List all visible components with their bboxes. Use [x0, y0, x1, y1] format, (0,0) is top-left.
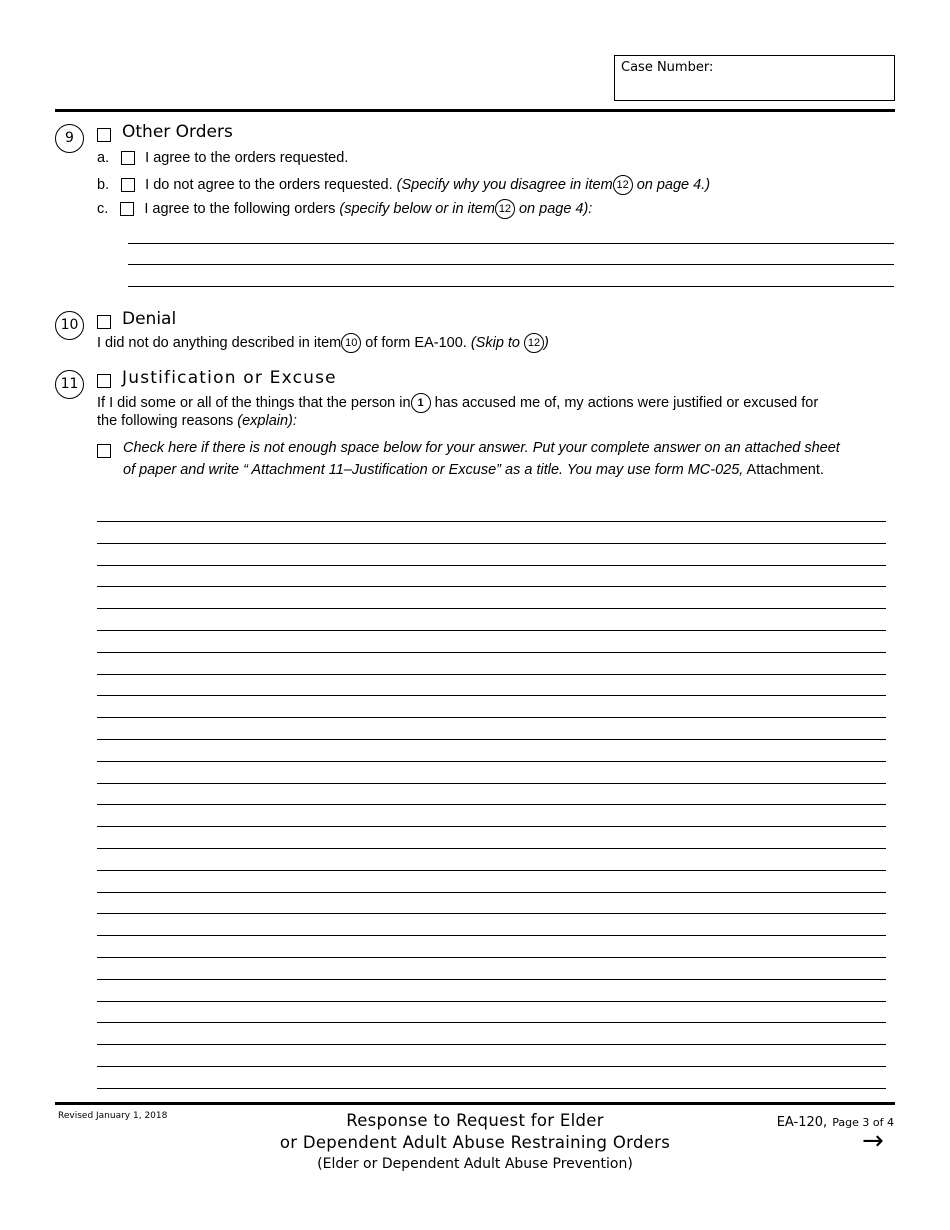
answer-line[interactable] — [97, 979, 886, 980]
item-9a-letter: a. — [97, 150, 110, 166]
item-9b-row — [97, 175, 710, 195]
item-10-text: I did not do anything described in item — [97, 334, 342, 351]
item-9c-checkbox[interactable] — [120, 202, 134, 216]
answer-line[interactable] — [97, 695, 886, 696]
item-10-ref: 10 — [341, 333, 361, 353]
footer-divider — [55, 1102, 895, 1105]
answer-line[interactable] — [97, 1066, 886, 1067]
item-9b-ref: 12 — [613, 175, 633, 195]
item-10-italic: (Skip to — [470, 334, 521, 351]
item-9c-answer-line[interactable] — [128, 243, 894, 244]
item-11-number: 11 — [55, 370, 84, 399]
item-10-text2: of form EA-100. — [365, 334, 467, 351]
next-page-arrow-icon: → — [862, 1126, 884, 1156]
item-10-ref2: 12 — [524, 333, 544, 353]
answer-line[interactable] — [97, 761, 886, 762]
item-10-number: 10 — [55, 311, 84, 340]
item-11-text-row2 — [97, 413, 297, 429]
item-10-title: Denial — [122, 309, 177, 329]
answer-line[interactable] — [97, 892, 886, 893]
item-9a-text: I agree to the orders requested. — [145, 150, 349, 166]
item-11-checkbox[interactable] — [97, 374, 111, 388]
item-10-text-row — [97, 333, 549, 353]
item-9c-answer-line[interactable] — [128, 286, 894, 287]
item-9b-italic: (Specify why you disagree in item — [396, 176, 613, 193]
answer-line[interactable] — [97, 804, 886, 805]
answer-line[interactable] — [97, 1044, 886, 1045]
answer-line[interactable] — [97, 739, 886, 740]
answer-line[interactable] — [97, 935, 886, 936]
answer-line[interactable] — [97, 1022, 886, 1023]
item-9c-answer-line[interactable] — [128, 264, 894, 265]
item-9b-text: I do not agree to the orders requested. — [145, 176, 393, 193]
item-9c-ref: 12 — [495, 199, 515, 219]
item-11-ref: 1 — [411, 393, 431, 413]
item-11-check-line2-italic: of paper and write “ Attachment 11–Justification or Excuse” as a title. You may use form MC-025, — [123, 462, 744, 478]
form-id: EA-120, — [776, 1115, 828, 1130]
answer-line[interactable] — [97, 870, 886, 871]
item-9-checkbox[interactable] — [97, 128, 111, 142]
item-9c-text: I agree to the following orders — [144, 200, 336, 217]
item-10-checkbox[interactable] — [97, 315, 111, 329]
answer-line[interactable] — [97, 674, 886, 675]
case-number-field[interactable] — [614, 55, 895, 101]
answer-line[interactable] — [97, 848, 886, 849]
case-number-label: Case Number: — [621, 60, 714, 75]
answer-line[interactable] — [97, 826, 886, 827]
item-9c-letter: c. — [97, 200, 109, 217]
footer-title-line2: or Dependent Adult Abuse Restraining Orders — [279, 1133, 671, 1152]
item-11-text3: the following reasons — [97, 413, 234, 429]
revised-date: Revised January 1, 2018 — [58, 1111, 168, 1121]
item-9a-checkbox[interactable] — [121, 151, 135, 165]
answer-line[interactable] — [97, 913, 886, 914]
answer-line[interactable] — [97, 565, 886, 566]
answer-line[interactable] — [97, 652, 886, 653]
item-11-check-line1: Check here if there is not enough space below for your answer. Put your complete answer on an attached sheet — [123, 440, 840, 456]
answer-line[interactable] — [97, 586, 886, 587]
item-11-check-line2 — [123, 462, 824, 478]
header-divider — [55, 109, 895, 112]
item-11-text-row1 — [97, 393, 818, 413]
answer-line[interactable] — [97, 630, 886, 631]
item-9c-italic-end: on page 4): — [518, 200, 593, 217]
item-9a-row — [97, 150, 348, 166]
answer-line[interactable] — [97, 957, 886, 958]
item-9b-checkbox[interactable] — [121, 178, 135, 192]
answer-line[interactable] — [97, 1001, 886, 1002]
item-11-text3-italic: (explain): — [237, 413, 297, 429]
answer-line[interactable] — [97, 543, 886, 544]
item-9-title: Other Orders — [122, 122, 233, 142]
item-9b-letter: b. — [97, 176, 110, 193]
footer-subtitle: (Elder or Dependent Adult Abuse Prevention) — [317, 1156, 633, 1172]
item-11-title: Justification or Excuse — [122, 368, 337, 388]
footer-title-line1: Response to Request for Elder — [346, 1111, 604, 1130]
item-9b-italic-end: on page 4.) — [636, 176, 711, 193]
answer-line[interactable] — [97, 783, 886, 784]
item-9c-italic: (specify below or in item — [339, 200, 495, 217]
answer-line[interactable] — [97, 717, 886, 718]
item-9-number: 9 — [55, 124, 84, 153]
page-number: Page 3 of 4 — [832, 1116, 894, 1129]
answer-line[interactable] — [97, 521, 886, 522]
item-11-attachment-checkbox[interactable] — [97, 444, 111, 458]
answer-line[interactable] — [97, 1088, 886, 1089]
item-11-text1: If I did some or all of the things that the person in — [97, 394, 411, 411]
answer-line[interactable] — [97, 608, 886, 609]
item-9c-row — [97, 199, 592, 219]
item-10-italic-end: ) — [544, 334, 549, 351]
item-11-check-line2-end: Attachment. — [746, 462, 824, 478]
item-11-text2: has accused me of, my actions were justified or excused for — [434, 394, 819, 411]
